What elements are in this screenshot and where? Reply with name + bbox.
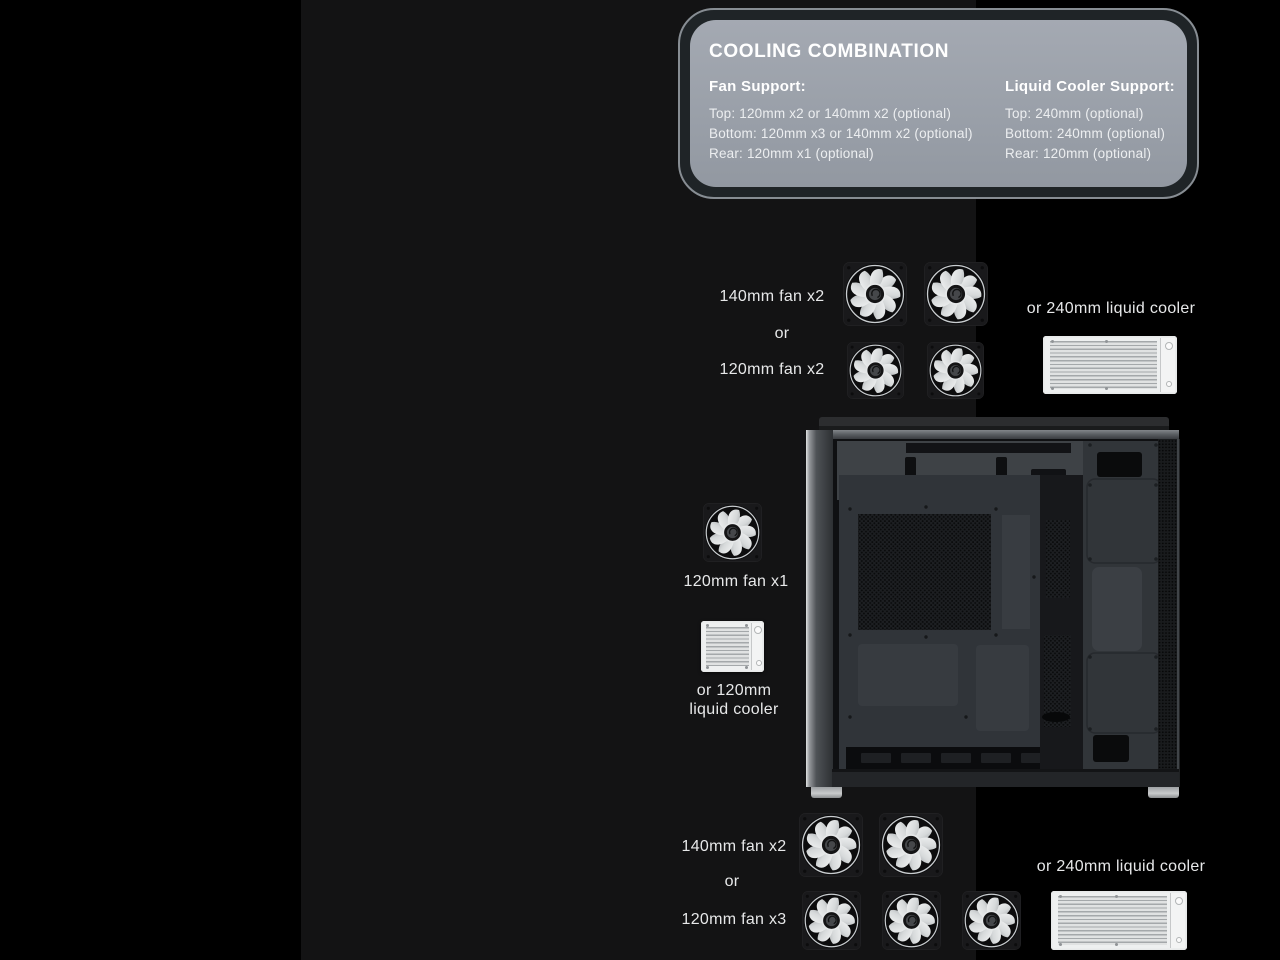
screw-dot: [1051, 387, 1054, 390]
rear-liquid-cooler-label-line1: or 120mm: [696, 682, 772, 699]
pc-case-illustration: [806, 417, 1181, 800]
fan-illustration: [879, 813, 943, 877]
screw-dot: [1115, 895, 1118, 898]
fan-support-line: Top: 120mm x2 or 140mm x2 (optional): [709, 106, 952, 121]
top-liquid-cooler-label: or 240mm liquid cooler: [1026, 300, 1196, 317]
bottom-fan-120-label: 120mm fan x3: [681, 911, 787, 928]
rear-liquid-cooler-label: [689, 681, 778, 719]
fan-illustration: [703, 503, 762, 562]
panel-body: [690, 20, 1187, 187]
fan-illustration: [882, 891, 941, 950]
top-fan-120-label: 120mm fan x2: [719, 361, 825, 378]
screw-dot: [745, 666, 748, 669]
radiator-fins: [1058, 896, 1167, 944]
top-or-label: or: [774, 325, 790, 342]
bottom-liquid-cooler-label: or 240mm liquid cooler: [1036, 858, 1206, 875]
liquid-cooler-120-illustration: [701, 621, 764, 672]
screw-dot: [1059, 895, 1062, 898]
fan-illustration: [802, 891, 861, 950]
liquid-cooler-support-column: [1005, 78, 1175, 164]
radiator-port: [756, 660, 762, 666]
fan-illustration: [847, 342, 904, 399]
fan-illustration: [799, 813, 863, 877]
fan-support-line: Rear: 120mm x1 (optional): [709, 146, 874, 161]
liquid-cooler-support-line: Rear: 120mm (optional): [1005, 146, 1152, 161]
fan-support-column: [709, 78, 973, 164]
fan-illustration: [962, 891, 1021, 950]
liquid-cooler-support-heading: Liquid Cooler Support:: [1005, 78, 1175, 95]
top-fan-140-label: 140mm fan x2: [719, 288, 825, 305]
screw-dot: [706, 666, 709, 669]
panel-title: COOLING COMBINATION: [709, 41, 950, 62]
liquid-cooler-240-illustration: [1043, 336, 1177, 394]
fan-illustration: [924, 262, 988, 326]
radiator-fins: [1050, 341, 1157, 389]
screw-dot: [1105, 387, 1108, 390]
radiator-fins: [706, 627, 749, 667]
rear-fan-label: 120mm fan x1: [683, 573, 789, 590]
liquid-cooler-support-line: Top: 240mm (optional): [1005, 106, 1144, 121]
rear-liquid-cooler-label-line2: liquid cooler: [689, 701, 779, 718]
screw-dot: [1051, 340, 1054, 343]
liquid-cooler-240-illustration: [1051, 891, 1187, 950]
radiator-port: [1165, 342, 1173, 350]
fan-illustration: [843, 262, 907, 326]
fan-support-heading: Fan Support:: [709, 78, 806, 95]
cooling-combination-panel: [678, 8, 1199, 199]
screw-dot: [1105, 340, 1108, 343]
screw-dot: [1059, 943, 1062, 946]
bottom-or-label: or: [724, 873, 740, 890]
fan-support-line: Bottom: 120mm x3 or 140mm x2 (optional): [709, 126, 973, 141]
screw-dot: [745, 624, 748, 627]
screw-dot: [1115, 943, 1118, 946]
fan-illustration: [927, 342, 984, 399]
bottom-fan-140-label: 140mm fan x2: [681, 838, 787, 855]
screw-dot: [706, 624, 709, 627]
content-strip: [301, 0, 1206, 960]
liquid-cooler-support-line: Bottom: 240mm (optional): [1005, 126, 1166, 141]
radiator-port: [1175, 897, 1183, 905]
